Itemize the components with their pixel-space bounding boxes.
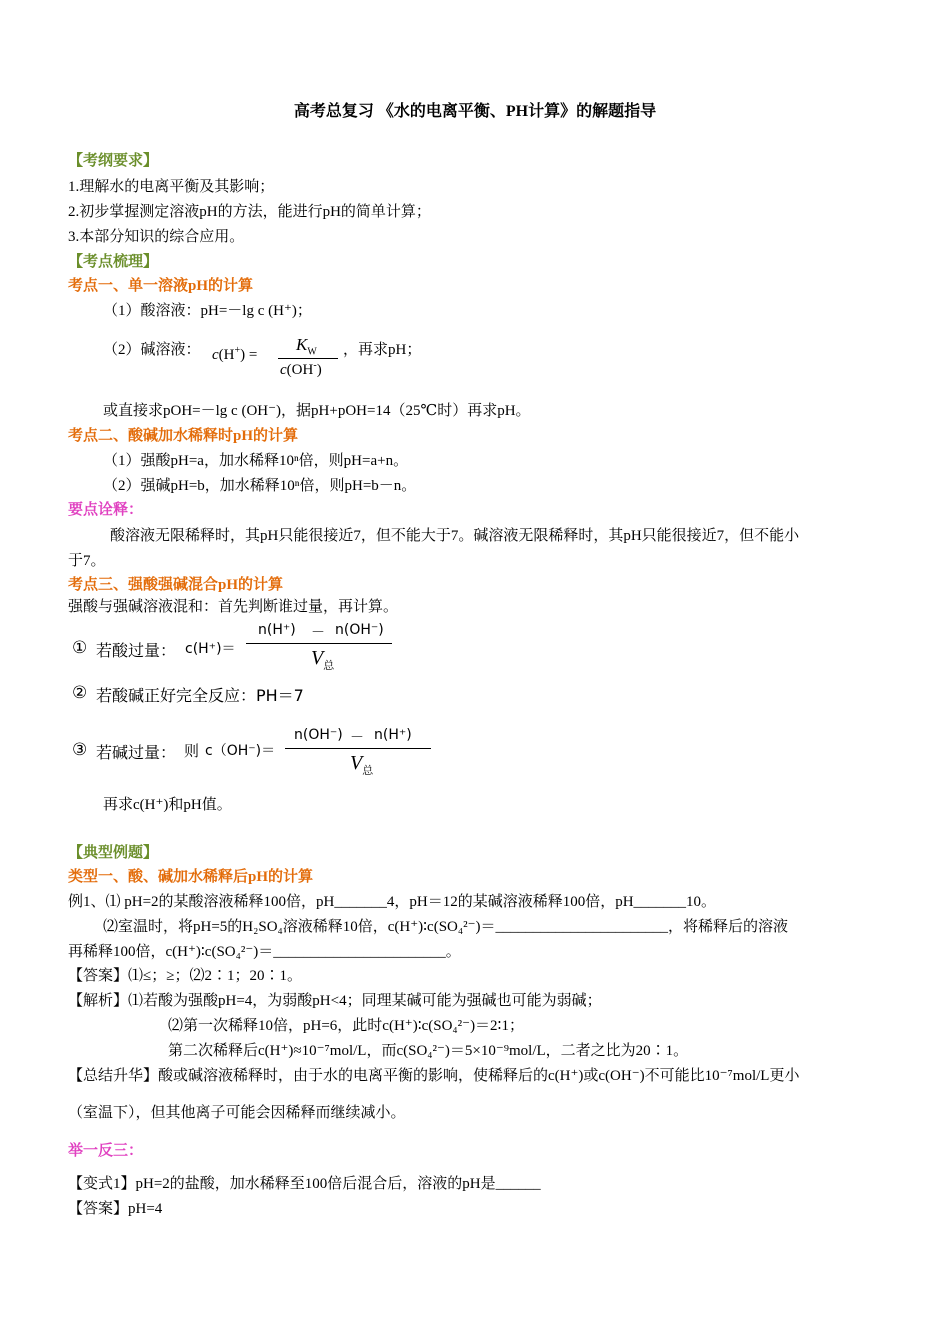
key-explanation-line-2: 于7。 — [68, 553, 106, 569]
summary-line-2: （室温下），但其他离子可能会因稀释而继续减小。 — [68, 1105, 406, 1121]
example-1-line-3: 再稀释100倍，c(H⁺)∶c(SO₄²⁻)＝_______________________。 — [68, 944, 461, 960]
case-3-numerator-a: n(OH⁻) — [294, 727, 343, 743]
section-heading-requirements: 【考纲要求】 — [68, 153, 159, 169]
example-1-explanation-b: ⑵第一次稀释10倍，pH=6，此时c(H⁺)∶c(SO₄²⁻)＝2∶1； — [168, 1018, 524, 1034]
requirement-2: 2.初步掌握测定溶液pH的方法，能进行pH的简单计算； — [68, 204, 431, 220]
acid-solution-formula: （1）酸溶液：pH=－lg c (H⁺)； — [103, 303, 312, 319]
base-solution-after: ，再求pH； — [343, 342, 422, 358]
case-1-number: ① — [72, 638, 88, 658]
case-1-denominator: $V_总$ — [311, 647, 335, 672]
type-1-heading: 类型一、酸、碱加水稀释后pH的计算 — [68, 869, 314, 885]
base-solution-label: （2）碱溶液： — [103, 342, 201, 358]
example-1-explanation-c: 第二次稀释后c(H⁺)≈10⁻⁷mol/L，而c(SO₄²⁻)＝5×10⁻⁹mol/L，二者之比为20∶1。 — [168, 1043, 689, 1059]
case-3-then: 则 — [184, 742, 200, 760]
example-1-line-2: ⑵室温时，将pH=5的H₂SO₄溶液稀释10倍，c(H⁺)∶c(SO₄²⁻)＝_______________________，将稀释后的溶液 — [103, 919, 789, 935]
keypoint-3-heading: 考点三、强酸强碱混合pH的计算 — [68, 577, 284, 593]
example-1-answer: 【答案】⑴≤；≥；⑵2∶1；20∶1。 — [68, 968, 302, 984]
base-formula-fraction-bar — [278, 358, 338, 359]
case-3-minus: － — [350, 730, 364, 746]
case-1-label: 若酸过量： — [96, 641, 177, 660]
recalculate-note: 再求c(H⁺)和pH值。 — [103, 797, 232, 813]
base-formula-denominator: c(OH-) — [280, 360, 322, 378]
case-3-lhs: c（OH⁻)＝ — [205, 743, 276, 759]
case-1-numerator-a: n(H⁺) — [258, 622, 296, 638]
example-1-line-1: 例1、⑴ pH=2的某酸溶液稀释100倍，pH_______4，pH＝12的某碱溶液稀释100倍，pH_______10。 — [68, 894, 717, 910]
mixing-intro: 强酸与强碱溶液混和：首先判断谁过量，再计算。 — [68, 599, 399, 615]
keypoint-2-heading: 考点二、酸碱加水稀释时pH的计算 — [68, 428, 299, 444]
case-3-number: ③ — [72, 740, 88, 760]
case-1-numerator-b: n(OH⁻) — [335, 622, 384, 638]
case-1-minus: － — [311, 625, 325, 641]
requirement-3: 3.本部分知识的综合应用。 — [68, 229, 245, 245]
example-1-explanation-a: 【解析】⑴若酸为强酸pH=4，为弱酸pH<4；同理某碱可能为强碱也可能为弱碱； — [68, 993, 602, 1009]
section-heading-keypoints: 【考点梳理】 — [68, 254, 159, 270]
case-2-number: ② — [72, 683, 88, 703]
key-explanation-line-1: 酸溶液无限稀释时，其pH只能很接近7，但不能大于7。碱溶液无限稀释时，其pH只能很接近7，但不能小 — [110, 528, 800, 544]
strong-base-dilution: （2）强碱pH=b，加水稀释10ⁿ倍，则pH=b－n。 — [103, 478, 417, 494]
case-1-lhs: c(H⁺)＝ — [185, 641, 236, 657]
case-3-numerator-b: n(H⁺) — [374, 727, 412, 743]
variation-1-answer: 【答案】pH=4 — [68, 1201, 163, 1217]
requirement-1: 1.理解水的电离平衡及其影响； — [68, 179, 275, 195]
base-formula-lhs: c(H+) = — [212, 345, 258, 363]
keypoint-1-heading: 考点一、单一溶液pH的计算 — [68, 278, 254, 294]
strong-acid-dilution: （1）强酸pH=a，加水稀释10ⁿ倍，则pH=a+n。 — [103, 453, 409, 469]
base-formula-numerator: $K_W$ — [296, 335, 317, 358]
summary-line-1: 【总结升华】酸或碱溶液稀释时，由于水的电离平衡的影响，使稀释后的c(H⁺)或c(OH⁻)不可能比10⁻⁷mol/L更小 — [68, 1068, 800, 1084]
case-3-denominator: $V_总$ — [350, 752, 374, 777]
key-explanation-heading: 要点诠释： — [68, 502, 144, 518]
poh-method: 或直接求pOH=－lg c (OH⁻)，据pH+pOH=14（25℃时）再求pH。 — [103, 403, 531, 419]
case-1-fraction-bar — [246, 643, 392, 644]
section-heading-examples: 【典型例题】 — [68, 845, 159, 861]
case-3-label: 若碱过量： — [96, 743, 177, 762]
variation-1-question: 【变式1】pH=2的盐酸，加水稀释至100倍后混合后，溶液的pH是______ — [68, 1176, 541, 1192]
case-2-label: 若酸碱正好完全反应：PH＝7 — [96, 686, 304, 705]
practice-heading: 举一反三： — [68, 1143, 144, 1159]
case-3-fraction-bar — [285, 748, 431, 749]
page-title: 高考总复习 《水的电离平衡、PH计算》的解题指导 — [293, 103, 657, 120]
